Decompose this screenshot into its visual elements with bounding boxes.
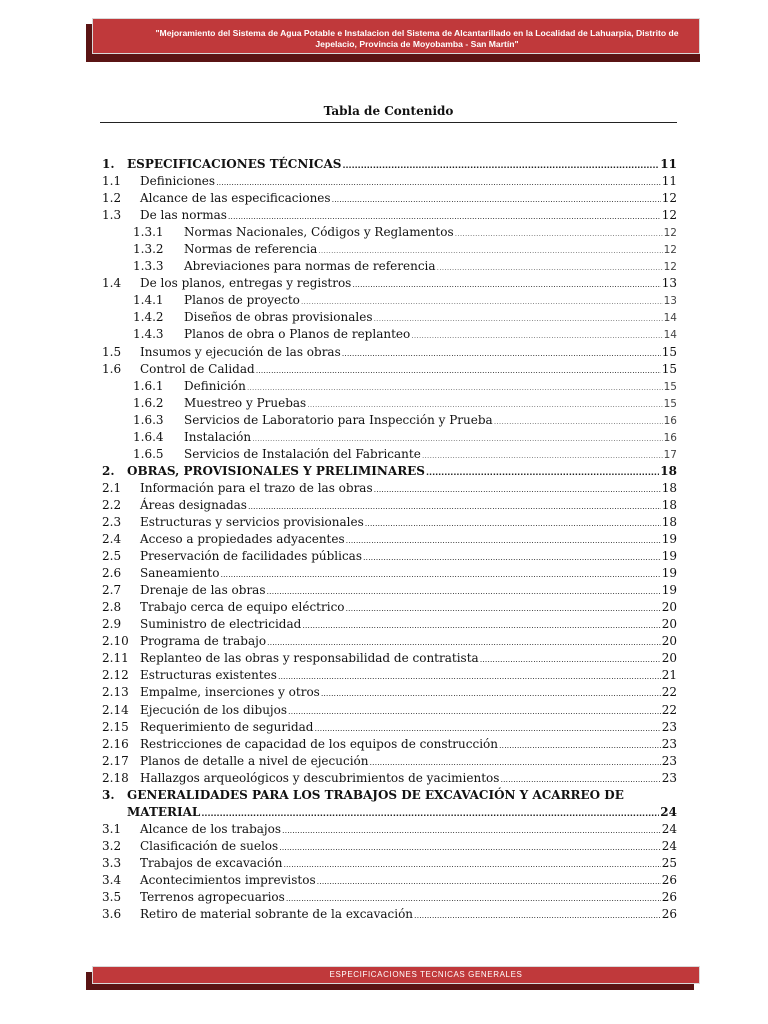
toc-page-number: 23: [661, 736, 677, 751]
table-of-contents: [102, 156, 677, 923]
toc-leader-dots: [302, 617, 660, 634]
toc-entry[interactable]: [102, 412, 677, 429]
toc-entry[interactable]: [102, 361, 677, 378]
toc-title: Ejecución de los dibujos: [140, 702, 288, 717]
toc-leader-dots: [318, 242, 662, 259]
toc-page-number: 12: [661, 208, 677, 223]
toc-entry[interactable]: [102, 855, 677, 872]
toc-entry[interactable]: [102, 258, 677, 275]
toc-leader-dots: [411, 327, 662, 344]
toc-title: Planos de detalle a nivel de ejecución: [140, 753, 369, 768]
toc-page-number: 24: [660, 804, 677, 819]
toc-page-number: 12: [663, 227, 677, 240]
toc-page-number: 11: [660, 157, 677, 171]
toc-entry[interactable]: [102, 497, 677, 514]
toc-page-number: 13: [663, 295, 677, 308]
toc-number: 2.11: [102, 651, 129, 666]
toc-leader-dots: [288, 703, 661, 720]
toc-page-number: 15: [663, 397, 677, 410]
toc-leader-dots: [307, 396, 662, 413]
toc-entry[interactable]: [102, 770, 677, 787]
toc-entry[interactable]: [102, 650, 677, 667]
toc-title: Terrenos agropecuarios: [140, 889, 285, 904]
toc-number: 2.4: [102, 532, 122, 547]
toc-page-number: 25: [661, 855, 677, 870]
toc-title: Suministro de electricidad: [140, 617, 302, 632]
toc-page-number: 18: [661, 480, 677, 495]
toc-number: 3.6: [102, 907, 122, 922]
toc-title: Planos de proyecto: [184, 293, 300, 308]
toc-number: 1.3: [102, 208, 122, 223]
toc-number: 2.15: [102, 719, 129, 734]
toc-entry[interactable]: [102, 292, 677, 309]
toc-leader-dots: [500, 771, 660, 788]
toc-number: 2.5: [102, 549, 122, 564]
toc-page-number: 23: [661, 719, 677, 734]
toc-page-number: 12: [663, 244, 677, 257]
toc-page-number: 13: [661, 276, 677, 291]
toc-page-number: 16: [663, 414, 677, 427]
toc-entry[interactable]: [102, 633, 677, 650]
toc-title: Acceso a propiedades adyacentes: [140, 532, 345, 547]
toc-page-number: 26: [661, 872, 677, 887]
toc-number: 2.7: [102, 583, 122, 598]
toc-leader-dots: [332, 191, 661, 208]
toc-number: 2.14: [102, 702, 129, 717]
toc-number: 1.3.3: [133, 259, 164, 274]
toc-title: Acontecimientos imprevistos: [140, 872, 316, 887]
toc-entry[interactable]: [102, 753, 677, 770]
toc-number: 2.18: [102, 770, 129, 785]
toc-page-number: 20: [661, 634, 677, 649]
toc-entry[interactable]: [102, 207, 677, 224]
toc-title: Trabajos de excavación: [140, 855, 283, 870]
toc-number: 2.13: [102, 685, 129, 700]
toc-title: GENERALIDADES PARA LOS TRABAJOS DE EXCAVACIÓN Y ACARREO DE: [127, 787, 624, 802]
toc-number: 1.6.3: [133, 412, 164, 427]
toc-entry[interactable]: [102, 173, 677, 190]
toc-page-number: 22: [661, 685, 677, 700]
toc-part-1: [102, 156, 677, 787]
toc-page-number: 22: [661, 702, 677, 717]
toc-title: Normas de referencia: [184, 242, 318, 257]
toc-title: Estructuras existentes: [140, 668, 277, 683]
toc-title: Replanteo de las obras y responsabilidad de contratista: [140, 651, 479, 666]
toc-number: 1.4.1: [133, 293, 164, 308]
toc-entry[interactable]: [102, 616, 677, 633]
toc-title: Control de Calidad: [140, 361, 255, 376]
header-line-2: Jepelacio, Provincia de Moyobamba - San Martín": [315, 39, 519, 49]
toc-entry[interactable]: [102, 531, 677, 548]
toc-leader-dots: [414, 907, 661, 924]
toc-title: Empalme, inserciones y otros: [140, 685, 320, 700]
toc-leader-dots: [352, 276, 660, 293]
toc-leader-dots: [342, 345, 661, 362]
toc-number: 2.: [102, 463, 115, 478]
toc-leader-dots: [373, 310, 662, 327]
toc-page-number: 15: [663, 380, 677, 393]
toc-number: 2.3: [102, 514, 122, 529]
toc-part-2: [102, 821, 677, 923]
toc-number: 2.8: [102, 600, 122, 615]
toc-page-number: 19: [661, 566, 677, 581]
toc-entry[interactable]: [102, 514, 677, 531]
toc-title: Requerimiento de seguridad: [140, 719, 314, 734]
toc-title: Insumos y ejecución de las obras: [140, 344, 341, 359]
toc-page-number: 18: [661, 497, 677, 512]
toc-entry[interactable]: [102, 190, 677, 207]
toc-leader-dots: [228, 208, 661, 225]
toc-number: 1.4: [102, 276, 122, 291]
toc-title: Muestreo y Pruebas: [184, 395, 307, 410]
toc-entry[interactable]: [102, 395, 677, 412]
toc-title: Hallazgos arqueológicos y descubrimientos de yacimientos: [140, 770, 500, 785]
toc-number: 1.5: [102, 344, 122, 359]
toc-entry[interactable]: [102, 889, 677, 906]
toc-page-number: 14: [663, 312, 677, 325]
toc-title: Definiciones: [140, 174, 216, 189]
toc-title: Normas Nacionales, Códigos y Reglamentos: [184, 225, 454, 240]
toc-entry[interactable]: [102, 736, 677, 753]
toc-leader-dots: [370, 754, 661, 771]
toc-entry[interactable]: [102, 719, 677, 736]
toc-page-number: 24: [661, 821, 677, 836]
toc-title: Planos de obra o Planos de replanteo: [184, 327, 411, 342]
toc-entry[interactable]: [102, 906, 677, 923]
toc-entry[interactable]: [102, 599, 677, 616]
toc-number: 2.16: [102, 736, 129, 751]
header-line-1: "Mejoramiento del Sistema de Agua Potable e Instalacion del Sistema de Alcantarillado en la Localidad de Lahuarpia, Distrito de: [155, 28, 679, 38]
toc-leader-dots: [247, 379, 663, 396]
toc-number: 2.9: [102, 617, 122, 632]
toc-page-number: 19: [661, 549, 677, 564]
toc-number: 2.10: [102, 634, 129, 649]
toc-page-number: 23: [661, 770, 677, 785]
toc-number: 1.3.1: [133, 225, 164, 240]
toc-number: 1.6.4: [133, 429, 164, 444]
toc-page-number: 17: [663, 448, 677, 461]
toc-page-number: 18: [661, 514, 677, 529]
toc-leader-dots: [499, 737, 661, 754]
toc-leader-dots: [256, 362, 661, 379]
toc-leader-dots: [321, 685, 661, 702]
toc-leader-dots: [346, 532, 661, 549]
toc-number: 1.6.5: [133, 446, 164, 461]
toc-entry[interactable]: [102, 309, 677, 326]
toc-entry[interactable]: [102, 429, 677, 446]
toc-leader-dots: [315, 720, 661, 737]
toc-entry[interactable]: [102, 326, 677, 343]
toc-leader-dots: [374, 481, 661, 498]
toc-entry[interactable]: [102, 684, 677, 701]
toc-section-3-line-2[interactable]: [102, 804, 677, 821]
toc-number: 3.5: [102, 889, 122, 904]
toc-entry[interactable]: [102, 446, 677, 463]
toc-page-number: 12: [663, 261, 677, 274]
toc-leader-dots: [267, 634, 661, 651]
toc-number: 2.1: [102, 480, 122, 495]
toc-section-3-line-1[interactable]: [102, 787, 677, 804]
toc-entry[interactable]: [102, 463, 677, 480]
toc-title: Información para el trazo de las obras: [140, 480, 373, 495]
toc-number: 2.12: [102, 668, 129, 683]
toc-title: Trabajo cerca de equipo eléctrico: [140, 600, 345, 615]
toc-leader-dots: [342, 157, 659, 174]
toc-entry[interactable]: [102, 667, 677, 684]
toc-page-number: 11: [661, 174, 677, 189]
toc-page-number: 12: [661, 191, 677, 206]
toc-number: 1.4.3: [133, 327, 164, 342]
toc-leader-dots: [480, 651, 661, 668]
toc-title: Drenaje de las obras: [140, 583, 266, 598]
toc-page-number: 24: [661, 838, 677, 853]
toc-leader-dots: [286, 890, 661, 907]
toc-leader-dots: [455, 225, 663, 242]
toc-entry[interactable]: [102, 838, 677, 855]
toc-entry[interactable]: [102, 480, 677, 497]
toc-page-number: 21: [661, 668, 677, 683]
toc-title: Estructuras y servicios provisionales: [140, 514, 364, 529]
header-text: [93, 19, 699, 50]
toc-page-number: 26: [661, 907, 677, 922]
toc-leader-dots: [278, 668, 661, 685]
toc-number: 3.3: [102, 855, 122, 870]
toc-number: 1.: [102, 157, 115, 171]
toc-number: 3.4: [102, 872, 122, 887]
toc-leader-dots: [365, 515, 661, 532]
toc-leader-dots: [363, 549, 661, 566]
toc-title: Programa de trabajo: [140, 634, 267, 649]
header-banner: [92, 18, 700, 54]
toc-leader-dots: [301, 293, 663, 310]
toc-title: Restricciones de capacidad de los equipos de construcción: [140, 736, 499, 751]
toc-title: De las normas: [140, 208, 227, 223]
toc-title: Diseños de obras provisionales: [184, 310, 373, 325]
toc-leader-dots: [282, 822, 661, 839]
toc-title: Áreas designadas: [140, 497, 247, 512]
toc-entry[interactable]: [102, 821, 677, 838]
toc-title: Abreviaciones para normas de referencia: [184, 259, 436, 274]
toc-leader-dots: [248, 498, 661, 515]
toc-page-number: 19: [661, 583, 677, 598]
toc-leader-dots: [267, 583, 661, 600]
toc-entry[interactable]: [102, 275, 677, 292]
toc-page-number: 20: [661, 651, 677, 666]
toc-leader-dots: [216, 174, 661, 191]
toc-number: 1.6: [102, 361, 122, 376]
toc-entry[interactable]: [102, 702, 677, 719]
toc-number: 1.4.2: [133, 310, 164, 325]
toc-leader-dots: [346, 600, 661, 617]
toc-title: Servicios de Instalación del Fabricante: [184, 446, 421, 461]
toc-number: 2.17: [102, 753, 129, 768]
toc-title: MATERIAL: [127, 804, 201, 819]
toc-number: 2.6: [102, 566, 122, 581]
toc-title: Retiro de material sobrante de la excavación: [140, 907, 414, 922]
toc-page-number: 15: [661, 344, 677, 359]
toc-number: 3.1: [102, 821, 122, 836]
toc-entry[interactable]: [102, 872, 677, 889]
toc-title: Alcance de las especificaciones: [140, 191, 331, 206]
toc-leader-dots: [279, 839, 661, 856]
toc-title: OBRAS, PROVISIONALES Y PRELIMINARES: [127, 463, 425, 478]
toc-page-number: 14: [663, 329, 677, 342]
toc-number: 1.6.2: [133, 395, 164, 410]
toc-entry[interactable]: [102, 344, 677, 361]
toc-leader-dots: [494, 413, 663, 430]
toc-page-number: 23: [661, 753, 677, 768]
toc-title: De los planos, entregas y registros: [140, 276, 352, 291]
toc-page-number: 18: [660, 463, 677, 478]
toc-entry[interactable]: [102, 378, 677, 395]
toc-leader-dots: [283, 856, 660, 873]
toc-number: 2.2: [102, 497, 122, 512]
toc-leader-dots: [317, 873, 661, 890]
toc-entry[interactable]: [102, 565, 677, 582]
toc-page-number: 19: [661, 532, 677, 547]
toc-title: Saneamiento: [140, 566, 220, 581]
toc-page-number: 15: [661, 361, 677, 376]
toc-entry[interactable]: [102, 241, 677, 258]
toc-number: 3.: [102, 787, 115, 802]
toc-entry[interactable]: [102, 224, 677, 241]
toc-number: 3.2: [102, 838, 122, 853]
toc-leader-dots: [201, 805, 659, 822]
footer-banner: [92, 966, 700, 984]
toc-title: Alcance de los trabajos: [140, 821, 282, 836]
toc-page-number: 20: [661, 600, 677, 615]
toc-page-number: 16: [663, 431, 677, 444]
toc-number: 1.1: [102, 174, 122, 189]
toc-title: Servicios de Laboratorio para Inspección y Prueba: [184, 412, 493, 427]
toc-title: Definición: [184, 378, 246, 393]
toc-entry[interactable]: [102, 582, 677, 599]
toc-title: ESPECIFICACIONES TÉCNICAS: [127, 157, 342, 171]
toc-number: 1.3.2: [133, 242, 164, 257]
toc-entry[interactable]: [102, 548, 677, 565]
title-underline: [100, 122, 677, 123]
footer-label: ESPECIFICACIONES TECNICAS GENERALES: [329, 970, 523, 979]
toc-leader-dots: [426, 464, 659, 481]
toc-title: Clasificación de suelos: [140, 838, 279, 853]
toc-leader-dots: [437, 259, 663, 276]
toc-page-number: 26: [661, 889, 677, 904]
toc-number: 1.2: [102, 191, 122, 206]
toc-entry[interactable]: [102, 156, 677, 173]
toc-page-number: 20: [661, 617, 677, 632]
toc-leader-dots: [422, 447, 663, 464]
toc-leader-dots: [252, 430, 663, 447]
page-title: Tabla de Contenido: [323, 104, 454, 118]
toc-title: Instalación: [184, 429, 252, 444]
toc-number: 1.6.1: [133, 378, 164, 393]
toc-leader-dots: [220, 566, 660, 583]
toc-title: Preservación de facilidades públicas: [140, 549, 362, 564]
